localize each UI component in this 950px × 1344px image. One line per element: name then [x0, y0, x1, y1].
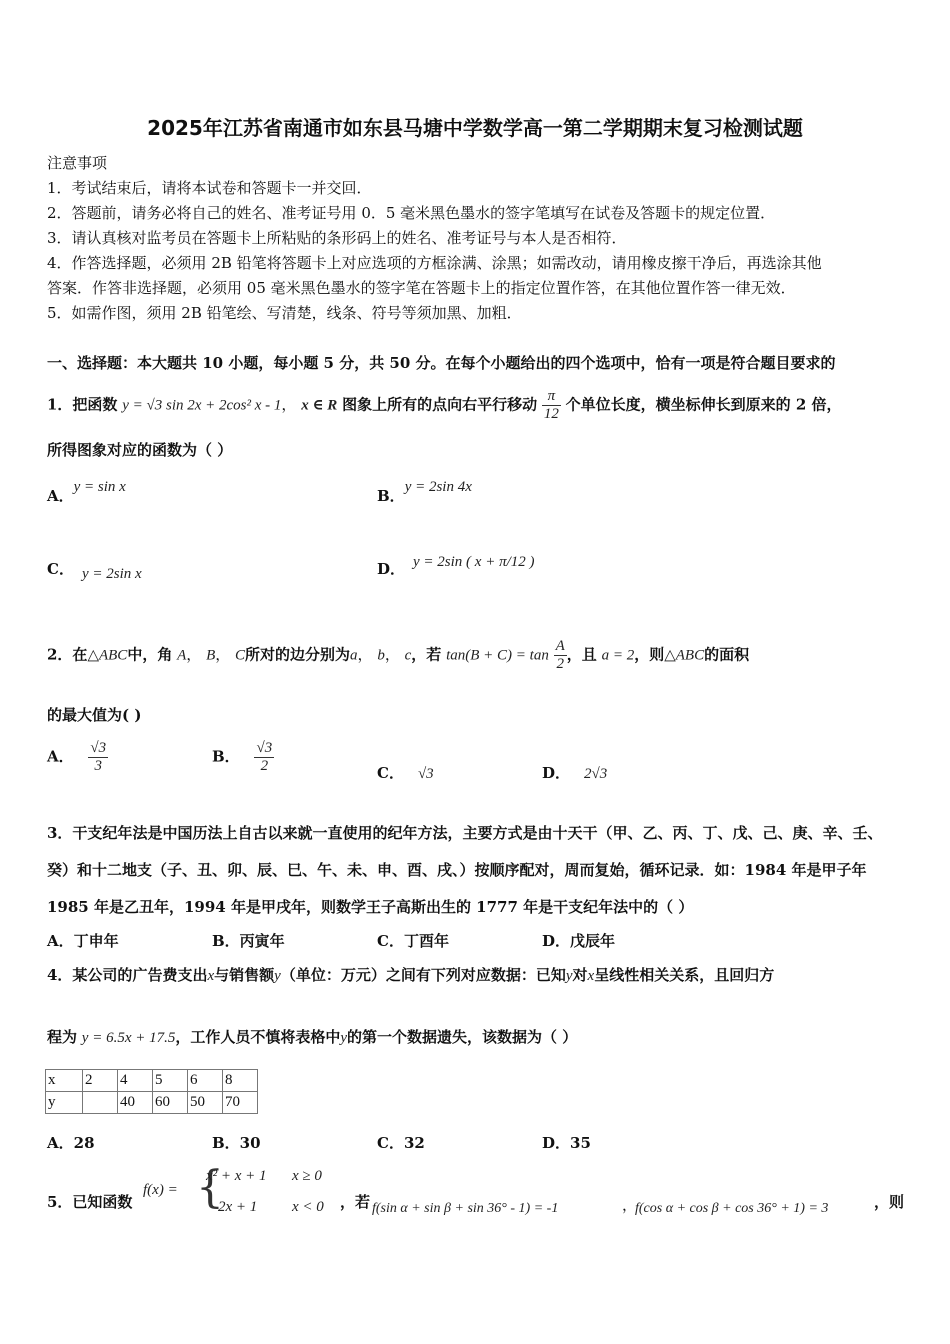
question-4: 4．某公司的广告费支出x与销售额y（单位：万元）之间有下列对应数据：已知y对x呈线性相关关系，且回归方: [47, 966, 775, 984]
q2-option-d[interactable]: D． 2√3: [542, 764, 608, 782]
q1-option-c[interactable]: C． y = 2sin x: [47, 560, 142, 582]
notice-item: 2．答题前，请务必将自己的姓名、准考证号用 0．5 毫米黑色墨水的签字笔填写在试卷及答题卡的规定位置．: [47, 204, 776, 222]
q4-option-b[interactable]: B．30: [212, 1134, 261, 1152]
q5-case-1: x² + x + 1: [206, 1168, 267, 1184]
q3-option-c[interactable]: C．丁酉年: [377, 932, 449, 950]
q2-angle-c: C: [235, 647, 246, 664]
q2-condition: tan(B + C) = tan: [446, 647, 549, 664]
q3-text: 1985 年是乙丑年，1994 年是甲戌年，则数学王子高斯出生的 1777 年是干支纪年法中的（ ）: [47, 898, 694, 916]
q1-text: 1．把函数: [47, 395, 118, 414]
q3-text: 癸）和十二地支（子、丑、卯、辰、巳、午、未、申、酉、戌、）按顺序配对，周而复始，循环记录．如：1984 年是甲子年: [47, 861, 867, 879]
q1-formula: y = √3 sin 2x + 2cos² x - 1: [122, 397, 282, 414]
q2-text: ，且: [566, 645, 597, 664]
q5-text: ，若: [340, 1193, 371, 1211]
q3-option-d[interactable]: D．戊辰年: [542, 932, 616, 950]
q5-eq-1: f(sin α + sin β + sin 36° - 1) = -1: [372, 1201, 559, 1216]
q2-option-b[interactable]: B． $\frac{√3}{2}$: [212, 740, 273, 774]
q2-option-c[interactable]: C． √3: [377, 764, 434, 782]
question-1: 1．把函数 y = √3 sin 2x + 2cos² x - 1， x ∈ R 图象上所有的点向右平行移动 $\frac{\pi}{12}$ 个单位长度，横坐标伸长到原来的 2 倍，: [47, 388, 842, 422]
q5-text: ，则: [874, 1193, 905, 1211]
q2-given: a = 2: [601, 647, 635, 664]
q1-shift-fraction: $\frac{\pi}{12}$: [543, 388, 559, 422]
q2-text: 的最大值为( ): [47, 706, 142, 724]
q1-option-a[interactable]: A．y = sin x: [47, 479, 126, 505]
notice-item: 3．请认真核对监考员在答题卡上所粘贴的条形码上的姓名、准考证号与本人是否相符．: [47, 229, 627, 247]
notice-item: 1．考试结束后，请将本试卷和答题卡一并交回．: [47, 179, 372, 197]
q1-text: 图象上所有的点向右平行移动: [342, 395, 538, 414]
q4-regression: y = 6.5x + 17.5: [81, 1030, 176, 1046]
question-4-cont: 程为 y = 6.5x + 17.5，工作人员不慎将表格中y的第一个数据遗失，该数据为（ ）: [47, 1028, 578, 1046]
q2-text: 2．在: [47, 645, 88, 664]
q2-half-angle: $\frac{A}{2}$: [555, 638, 565, 672]
q5-cond-1: x ≥ 0: [292, 1168, 322, 1184]
page-title: 2025年江苏省南通市如东县马塘中学数学高一第二学期期末复习检测试题: [147, 116, 803, 140]
notice-item: 4．作答选择题，必须用 2B 铅笔将答题卡上对应选项的方框涂满、涂黑；如需改动，请用橡皮擦干净后，再选涂其他: [47, 254, 822, 272]
question-2: 2．在△ABC中，角 A， B， C所对的边分别为a， b， c，若 tan(B + C) = tan $\frac{A}{2}$ ，且 a = 2，则△ABC的面积: [47, 638, 750, 672]
section-heading: 一、选择题：本大题共 10 小题，每小题 5 分，共 50 分。在每个小题给出的四个选项中，恰有一项是符合题目要求的: [47, 354, 836, 372]
q3-text: 3．干支纪年法是中国历法上自古以来就一直使用的纪年方法，主要方式是由十天干（甲、乙、丙、丁、戊、己、庚、辛、壬、: [47, 824, 883, 842]
q2-text: ，若: [411, 645, 442, 664]
q2-option-a[interactable]: A． $\frac{√3}{3}$: [47, 740, 107, 774]
q5-text: 5．已知函数: [47, 1193, 133, 1211]
q1-option-b[interactable]: B．y = 2sin 4x: [377, 479, 472, 505]
q2-side-b: b: [377, 647, 385, 664]
q4-option-d[interactable]: D．35: [542, 1134, 591, 1152]
q1-text: 所得图象对应的函数为（ ）: [47, 441, 233, 459]
q2-text: 的面积: [704, 645, 750, 664]
q1-text: 个单位长度，横坐标伸长到原来的 2 倍，: [565, 395, 842, 414]
q2-triangle: △ABC: [87, 647, 128, 664]
q2-side-a: a: [350, 647, 358, 664]
q2-side-c: c: [404, 647, 412, 664]
q2-text: 所对的边分别为: [245, 645, 351, 664]
q2-text: 中，角: [127, 645, 173, 664]
q5-brace: {: [196, 1162, 224, 1213]
q2-angle-a: A: [177, 647, 187, 664]
q3-option-b[interactable]: B．丙寅年: [212, 932, 285, 950]
q5-eq-2: f(cos α + cos β + cos 36° + 1) = 3: [635, 1201, 829, 1216]
q5-case-2: 2x + 1: [218, 1199, 258, 1215]
notice-item: 答案．作答非选择题，必须用 05 毫米黑色墨水的签字笔在答题卡上的指定位置作答，在其他位置作答一律无效．: [47, 279, 796, 297]
q3-option-a[interactable]: A．丁申年: [47, 932, 119, 950]
notice-heading: 注意事项: [47, 154, 108, 172]
q4-option-a[interactable]: A．28: [47, 1134, 95, 1152]
q4-option-c[interactable]: C．32: [377, 1134, 425, 1152]
q2-triangle: △ABC: [664, 647, 705, 664]
q2-angle-b: B: [206, 647, 216, 664]
table-row: x 2 4 5 6 8: [46, 1070, 258, 1092]
q2-text: ，则: [634, 645, 665, 664]
notice-item: 5．如需作图，须用 2B 铅笔绘、写清楚，线条、符号等须加黑、加粗．: [47, 304, 522, 322]
q5-function: f(x) =: [143, 1182, 178, 1198]
table-row: y 40 60 50 70: [46, 1092, 258, 1114]
q5-comma: ，: [622, 1196, 638, 1214]
q1-domain: x ∈ R: [301, 397, 338, 414]
q5-cond-2: x < 0: [292, 1199, 324, 1215]
q1-option-d[interactable]: D． y = 2sin ( x + π/12 ): [377, 554, 535, 578]
q4-data-table: [45, 1069, 258, 1114]
